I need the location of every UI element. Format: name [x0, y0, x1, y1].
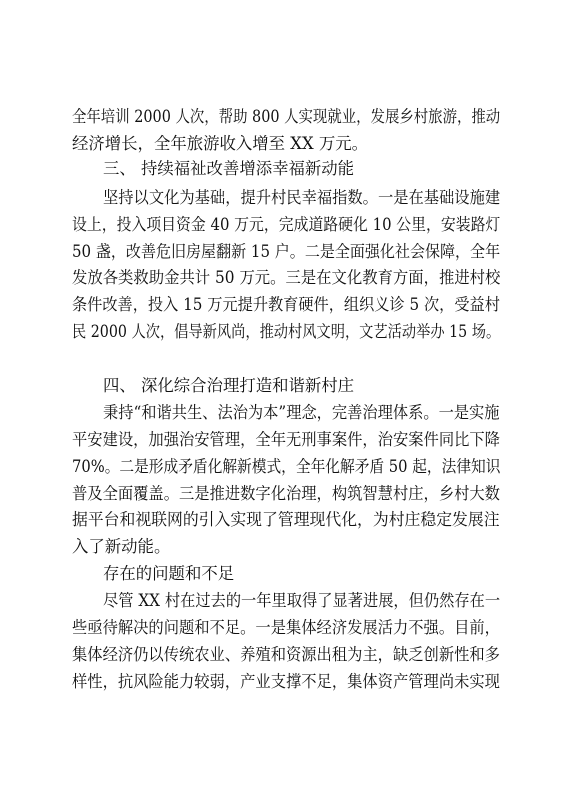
paragraph-line: 秉持“和谐共生、法治为本”理念，完善治理体系。一是实施: [103, 403, 500, 422]
paragraph-line: 尽管 XX 村在过去的一年里取得了显著进展，但仍然存在一: [103, 591, 501, 610]
section-heading-issues: 存在的问题和不足: [103, 564, 235, 583]
paragraph-line: 坚持以文化为基础，提升村民幸福指数。一是在基础设施建: [103, 188, 501, 207]
section-heading-three: 三、 持续福祉改善增添幸福新动能: [103, 159, 355, 178]
paragraph-line: 经济增长，全年旅游收入增至 XX 万元。: [72, 134, 369, 153]
paragraph-line: 条件改善，投入 15 万元提升教育硬件，组织义诊 5 次，受益村: [72, 295, 500, 314]
paragraph-line: 50 盏，改善危旧房屋翻新 15 户。二是全面强化社会保障，全年: [72, 242, 501, 261]
paragraph-line: 据平台和视联网的引入实现了管理现代化，为村庄稳定发展注: [72, 510, 500, 529]
paragraph-line: 设上，投入项目资金 40 万元，完成道路硬化 10 公里，安装路灯: [72, 215, 501, 234]
paragraph-line: 普及全面覆盖。三是推进数字化治理，构筑智慧村庄，乡村大数: [72, 484, 500, 503]
paragraph-line: 集体经济仍以传统农业、养殖和资源出租为主，缺乏创新性和多: [72, 645, 500, 664]
paragraph-line: 70%。二是形成矛盾化解新模式，全年化解矛盾 50 起，法律知识: [72, 457, 501, 476]
paragraph-line: 全年培训 2000 人次，帮助 800 人实现就业，发展乡村旅游，推动: [72, 107, 501, 126]
paragraph-line: 平安建设，加强治安管理，全年无刑事案件，治安案件同比下降: [72, 430, 500, 449]
paragraph-line: 民 2000 人次，倡导新风尚，推动村风文明，文艺活动举办 15 场。: [72, 322, 501, 341]
section-heading-four: 四、 深化综合治理打造和谐新村庄: [103, 376, 355, 395]
paragraph-line: 样性，抗风险能力较弱，产业支撑不足，集体资产管理尚未实现: [72, 672, 500, 691]
paragraph-line: 入了新动能。: [72, 537, 171, 556]
paragraph-line: 发放各类救助金共计 50 万元。三是在文化教育方面，推进村校: [72, 268, 501, 287]
paragraph-line: 些亟待解决的问题和不足。一是集体经济发展活力不强。目前，: [72, 618, 500, 637]
